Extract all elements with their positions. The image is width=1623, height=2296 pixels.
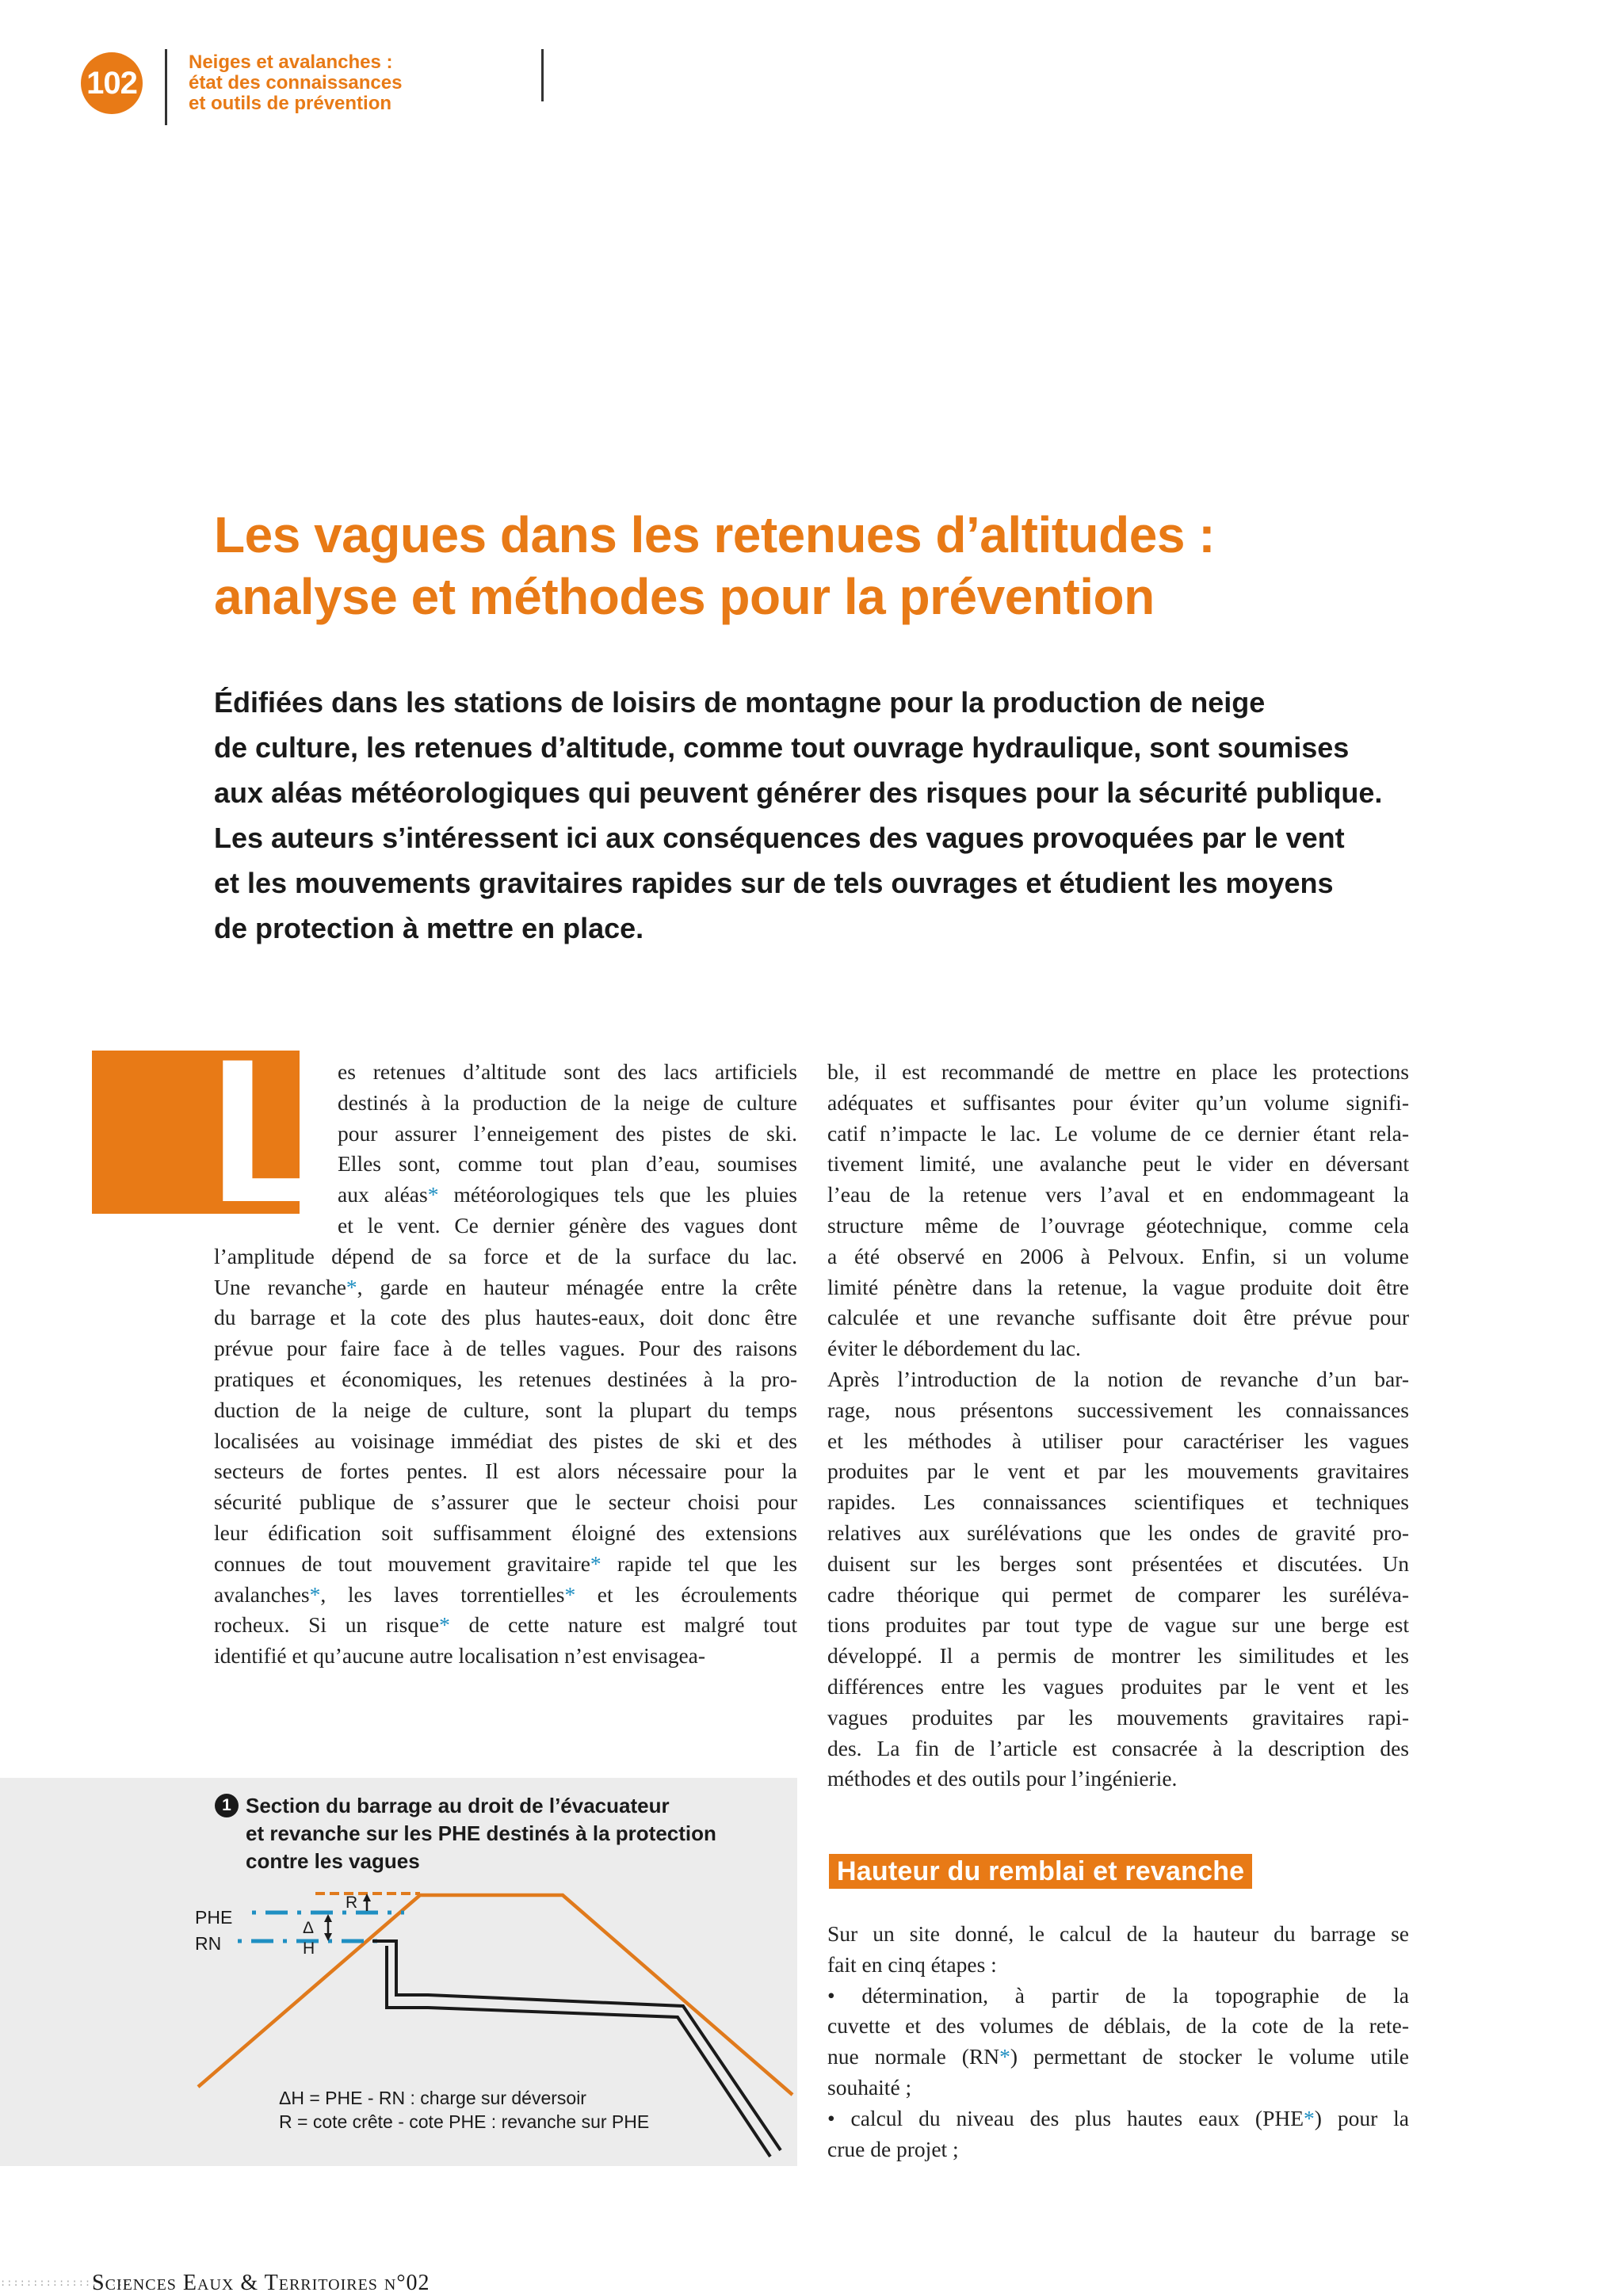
glossary-asterisk: * — [427, 1182, 439, 1207]
text-line: secteurs de fortes pentes. Il est alors nécessaire pour la — [214, 1459, 797, 1484]
lead-line: et les mouvements gravitaires rapides sur de tels ouvrages et étudient les moyens — [214, 867, 1334, 899]
text-line: rapides. Les connaissances scientifiques et techniques — [827, 1489, 1409, 1515]
glossary-asterisk: * — [1304, 2105, 1315, 2130]
text-line: localisées au voisinage immédiat des pistes de ski et des — [214, 1428, 797, 1453]
text-line: limité pénètre dans la retenue, la vague produite doit être — [827, 1274, 1409, 1299]
text-line: duction de la neige de culture, sont la plupart du temps — [214, 1397, 797, 1422]
text-line: • calcul du niveau des plus hautes eaux (PHE*) pour la — [827, 2105, 1409, 2130]
text-line: • détermination, à partir de la topographie de la — [827, 1982, 1409, 2008]
body-column-right-continued — [827, 1919, 1409, 2164]
text-line: Sur un site donné, le calcul de la hauteur du barrage se — [827, 1921, 1409, 1946]
glossary-asterisk: * — [999, 2044, 1010, 2069]
series-title-line: et outils de prévention — [189, 93, 392, 114]
lead-line: de culture, les retenues d’altitude, comme tout ouvrage hydraulique, sont soumises — [214, 731, 1350, 764]
label-phe: PHE — [195, 1907, 233, 1928]
text-line: tions produites par tout type de vague sur une berge est — [827, 1612, 1409, 1638]
article-lead — [214, 680, 1450, 951]
text-line: souhaité ; — [827, 2074, 912, 2100]
series-title-line: Neiges et avalanches : — [189, 51, 393, 73]
header-divider — [165, 49, 167, 125]
text-line: pour assurer l’enneigement des pistes de ski. — [338, 1120, 797, 1146]
label-r: R — [346, 1894, 358, 1912]
deltah-arrow-head-up — [324, 1914, 332, 1922]
glossary-asterisk: * — [346, 1274, 357, 1299]
text-line: connues de tout mouvement gravitaire* rapide tel que les — [214, 1550, 797, 1576]
label-h: H — [303, 1939, 315, 1958]
drop-cap-letter: L — [209, 1016, 334, 1245]
lead-line: aux aléas météorologiques qui peuvent générer des risques pour la sécurité publique. — [214, 776, 1383, 809]
dam-section-diagram — [0, 1778, 797, 2166]
page-number-badge: 102 — [81, 52, 143, 114]
text-line: vagues produites par les mouvements gravitaires rapi- — [827, 1704, 1409, 1730]
text-line: et le vent. Ce dernier génère des vagues dont — [338, 1212, 797, 1238]
text-line: méthodes et des outils pour l’ingénierie. — [827, 1766, 1178, 1791]
text-line: leur édification soit suffisamment éloigné des extensions — [214, 1520, 797, 1545]
text-line: développé. Il a permis de montrer les similitudes et les — [827, 1643, 1409, 1669]
text-line: tivement limité, une avalanche peut le vider en déversant — [827, 1151, 1409, 1177]
text-line: cadre théorique qui permet de comparer les suréléva- — [827, 1581, 1409, 1607]
footer-dots: :::::::::::::::::::: — [0, 2277, 131, 2288]
text-line: crue de projet ; — [827, 2136, 959, 2161]
series-title — [189, 52, 402, 114]
text-line: relatives aux surélévations que les ondes de gravité pro- — [827, 1520, 1409, 1545]
legend-line: ΔH = PHE - RN : charge sur déversoir — [279, 2088, 586, 2108]
text-line: prévue pour faire face à de telles vagues. Pour des raisons — [214, 1336, 797, 1361]
glossary-asterisk: * — [564, 1581, 576, 1607]
text-line: calculée et une revanche suffisante doit être prévue pour — [827, 1305, 1409, 1330]
text-line: a été observé en 2006 à Pelvoux. Enfin, si un volume — [827, 1243, 1409, 1268]
text-line: avalanches*, les laves torrentielles* et les écroulements — [214, 1581, 798, 1607]
text-line: Après l’introduction de la notion de revanche d’un bar- — [827, 1366, 1409, 1391]
text-line: rage, nous présentons successivement les connaissances — [827, 1397, 1409, 1422]
text-line: et les méthodes à utiliser pour caractériser les vagues — [827, 1428, 1409, 1453]
text-line: structure même de l’ouvrage géotechnique, comme cela — [827, 1212, 1409, 1238]
article-title — [214, 504, 1482, 627]
text-line: éviter le débordement du lac. — [827, 1336, 1081, 1361]
text-line: ble, il est recommandé de mettre en place les protections — [827, 1059, 1409, 1084]
text-line: rocheux. Si un risque* de cette nature est malgré tout — [214, 1612, 797, 1638]
figure-caption-line: et revanche sur les PHE destinés à la protection — [246, 1821, 716, 1845]
embankment-profile — [198, 1895, 792, 2095]
text-line: duisent sur les berges sont présentées et discutées. Un — [827, 1550, 1409, 1576]
text-line: fait en cinq étapes : — [827, 1951, 997, 1977]
lead-line: de protection à mettre en place. — [214, 912, 644, 944]
text-line: sécurité publique de s’assurer que le secteur choisi pour — [214, 1489, 797, 1515]
text-line: du barrage et la cote des plus hautes-eaux, doit donc être — [214, 1305, 797, 1330]
article-title-line: Les vagues dans les retenues d’altitudes : — [214, 506, 1215, 563]
series-title-line: état des connaissances — [189, 72, 403, 93]
text-line: aux aléas* météorologiques tels que les pluies — [338, 1182, 798, 1207]
text-line: adéquates et suffisantes pour éviter qu’un volume signifi- — [827, 1089, 1409, 1115]
text-line: identifié et qu’aucune autre localisation n’est envisagea- — [214, 1643, 706, 1669]
text-line: pratiques et économiques, les retenues destinées à la pro- — [214, 1366, 797, 1391]
text-line: cuvette et des volumes de déblais, de la cote de la rete- — [827, 2013, 1409, 2039]
text-line: l’eau de la retenue vers l’aval et en endommageant la — [827, 1182, 1409, 1207]
text-line: produites par le vent et par les mouvements gravitaires — [827, 1459, 1409, 1484]
text-line: catif n’impacte le lac. Le volume de ce dernier étant rela- — [827, 1120, 1409, 1146]
body-column-left — [214, 1057, 797, 1672]
glossary-asterisk: * — [309, 1581, 321, 1607]
glossary-asterisk: * — [590, 1550, 601, 1576]
text-line: nue normale (RN*) permettant de stocker le volume utile — [827, 2044, 1409, 2069]
figure-caption-line: contre les vagues — [246, 1849, 420, 1873]
text-line: Elles sont, comme tout plan d’eau, soumises — [338, 1151, 797, 1177]
text-line: es retenues d’altitude sont des lacs artificiels — [338, 1059, 797, 1084]
legend-line: R = cote crête - cote PHE : revanche sur PHE — [279, 2111, 650, 2132]
figure-number: 1 — [215, 1794, 239, 1817]
glossary-asterisk: * — [439, 1612, 450, 1638]
lead-line: Les auteurs s’intéressent ici aux conséquences des vagues provoquées par le vent — [214, 822, 1345, 854]
section-heading: Hauteur du remblai et revanche — [829, 1854, 1252, 1889]
text-line: l’amplitude dépend de sa force et de la surface du lac. — [214, 1243, 797, 1268]
header-divider — [541, 49, 544, 101]
figure-caption-line: Section du barrage au droit de l’évacuateur — [246, 1794, 670, 1817]
text-line: des. La fin de l’article est consacrée à la description des — [827, 1735, 1409, 1760]
footer-journal: Sciences Eaux & Territoires n°02 — [92, 2271, 430, 2295]
label-rn: RN — [195, 1933, 222, 1954]
article-title-line: analyse et méthodes pour la prévention — [214, 568, 1155, 625]
body-column-right — [827, 1057, 1409, 1794]
text-line: destinés à la production de la neige de culture — [338, 1089, 797, 1115]
text-line: Une revanche*, garde en hauteur ménagée entre la crête — [214, 1274, 798, 1299]
label-delta: Δ — [303, 1919, 315, 1937]
lead-line: Édifiées dans les stations de loisirs de montagne pour la production de neige — [214, 686, 1266, 719]
text-line: différences entre les vagues produites par le vent et les — [827, 1673, 1409, 1699]
